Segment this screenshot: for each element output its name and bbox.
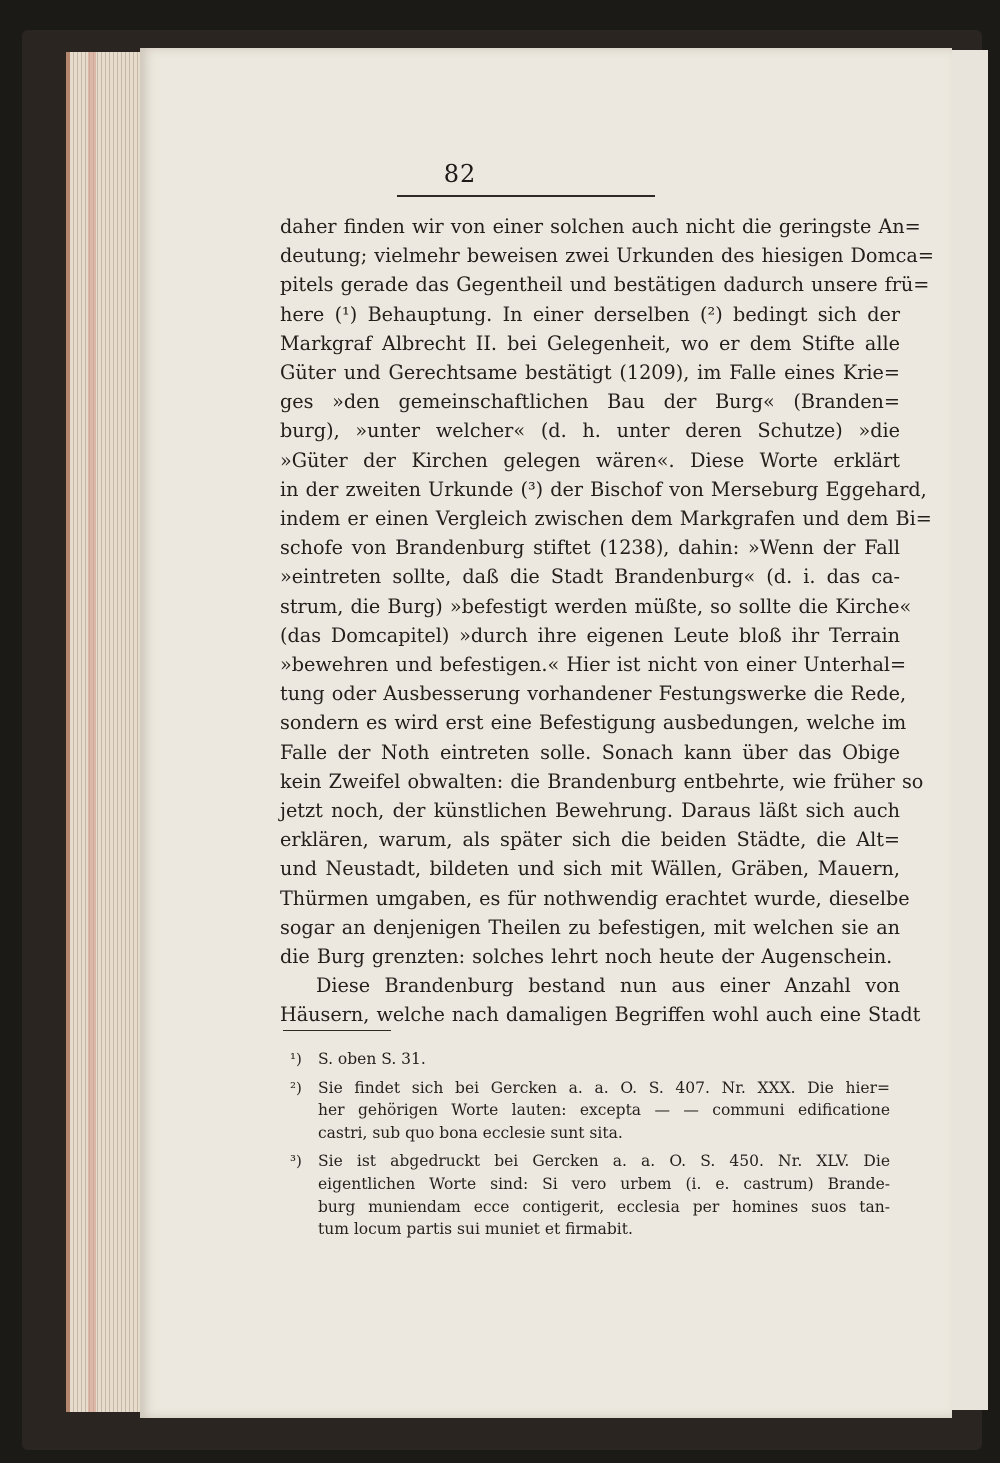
footnote-line: her gehörigen Worte lauten: excepta — — communi edificatione bbox=[318, 1101, 890, 1120]
footnote-line: castri, sub quo bona ecclesie sunt sita. bbox=[318, 1123, 623, 1142]
body-line: burg), »unter welcher« (d. h. unter deren Schutze) »die bbox=[280, 419, 900, 443]
body-line: »eintreten sollte, daß die Stadt Brandenburg« (d. i. das ca- bbox=[280, 565, 900, 589]
body-line: Thürmen umgaben, es für nothwendig erachtet wurde, dieselbe bbox=[280, 886, 910, 910]
body-line: Markgraf Albrecht II. bei Gelegenheit, wo er dem Stifte alle bbox=[280, 331, 900, 355]
facing-page-edge bbox=[950, 50, 988, 1410]
footnote-line: S. oben S. 31. bbox=[318, 1050, 426, 1068]
body-line: (das Domcapitel) »durch ihre eigenen Leute bloß ihr Terrain bbox=[280, 623, 900, 647]
footnote-rule bbox=[283, 1030, 391, 1031]
body-line: »bewehren und befestigen.« Hier ist nicht von einer Unterhal= bbox=[280, 653, 907, 677]
body-line: sondern es wird erst eine Befestigung ausbedungen, welche im bbox=[280, 711, 907, 735]
footnote-line: Sie findet sich bei Gercken a. a. O. S. 407. Nr. XXX. Die hier= bbox=[318, 1078, 890, 1097]
body-line: pitels gerade das Gegentheil und bestätigen dadurch unsere frü= bbox=[280, 273, 930, 297]
body-line: erklären, warum, als später sich die beiden Städte, die Alt= bbox=[280, 828, 900, 852]
body-line: Diese Brandenburg bestand nun aus einer Anzahl von bbox=[316, 974, 900, 998]
page-edges bbox=[66, 52, 150, 1412]
footnotes bbox=[290, 1048, 890, 1247]
footnote-2 bbox=[290, 1077, 890, 1145]
body-line: strum, die Burg) »befestigt werden müßte, so sollte die Kirche« bbox=[280, 594, 912, 618]
footnote-marker: ²) bbox=[290, 1078, 302, 1097]
body-line: die Burg grenzten: solches lehrt noch heute der Augenschein. bbox=[280, 945, 893, 969]
footnote-1 bbox=[290, 1048, 890, 1071]
body-line: indem er einen Vergleich zwischen dem Markgrafen und dem Bi= bbox=[280, 507, 932, 531]
body-line: daher finden wir von einer solchen auch nicht die geringste An= bbox=[280, 215, 921, 238]
footnote-marker: ³) bbox=[290, 1152, 302, 1171]
footnote-marker: ¹) bbox=[290, 1050, 302, 1068]
body-line: Falle der Noth eintreten solle. Sonach kann über das Obige bbox=[280, 740, 900, 764]
body-line: und Neustadt, bildeten und sich mit Wällen, Gräben, Mauern, bbox=[280, 857, 900, 881]
footnote-line: tum locum partis sui muniet et firmabit. bbox=[318, 1220, 633, 1239]
page-number: 82 bbox=[443, 160, 477, 188]
body-line: »Güter der Kirchen gelegen wären«. Diese Worte erklärt bbox=[280, 448, 900, 472]
body-line: here (¹) Behauptung. In einer derselben (²) bedingt sich der bbox=[280, 302, 900, 326]
header-rule bbox=[397, 195, 655, 197]
body-line: jetzt noch, der künstlichen Bewehrung. Daraus läßt sich auch bbox=[280, 799, 900, 823]
body-line: Güter und Gerechtsame bestätigt (1209), im Falle eines Krie= bbox=[280, 361, 900, 385]
footnote-line: Sie ist abgedruckt bei Gercken a. a. O. S. 450. Nr. XLV. Die bbox=[318, 1152, 890, 1171]
footnote-3 bbox=[290, 1150, 890, 1240]
body-line: in der zweiten Urkunde (³) der Bischof von Merseburg Eggehard, bbox=[280, 477, 927, 501]
body-line: ges »den gemeinschaftlichen Bau der Burg« (Branden= bbox=[280, 390, 900, 414]
body-line: tung oder Ausbesserung vorhandener Festungswerke die Rede, bbox=[280, 682, 907, 706]
body-line: schofe von Brandenburg stiftet (1238), dahin: »Wenn der Fall bbox=[280, 536, 900, 560]
body-line: sogar an denjenigen Theilen zu befestigen, mit welchen sie an bbox=[280, 915, 900, 939]
body-line: Häusern, welche nach damaligen Begriffen wohl auch eine Stadt bbox=[280, 1003, 921, 1027]
footnote-line: eigentlichen Worte sind: Si vero urbem (i. e. castrum) Brande- bbox=[318, 1174, 890, 1193]
body-line: deutung; vielmehr beweisen zwei Urkunden des hiesigen Domca= bbox=[280, 244, 934, 268]
body-line: kein Zweifel obwalten: die Brandenburg entbehrte, wie früher so bbox=[280, 769, 924, 793]
footnote-line: burg muniendam ecce contigerit, ecclesia per homines suos tan- bbox=[318, 1197, 890, 1216]
body-text bbox=[280, 212, 934, 1030]
